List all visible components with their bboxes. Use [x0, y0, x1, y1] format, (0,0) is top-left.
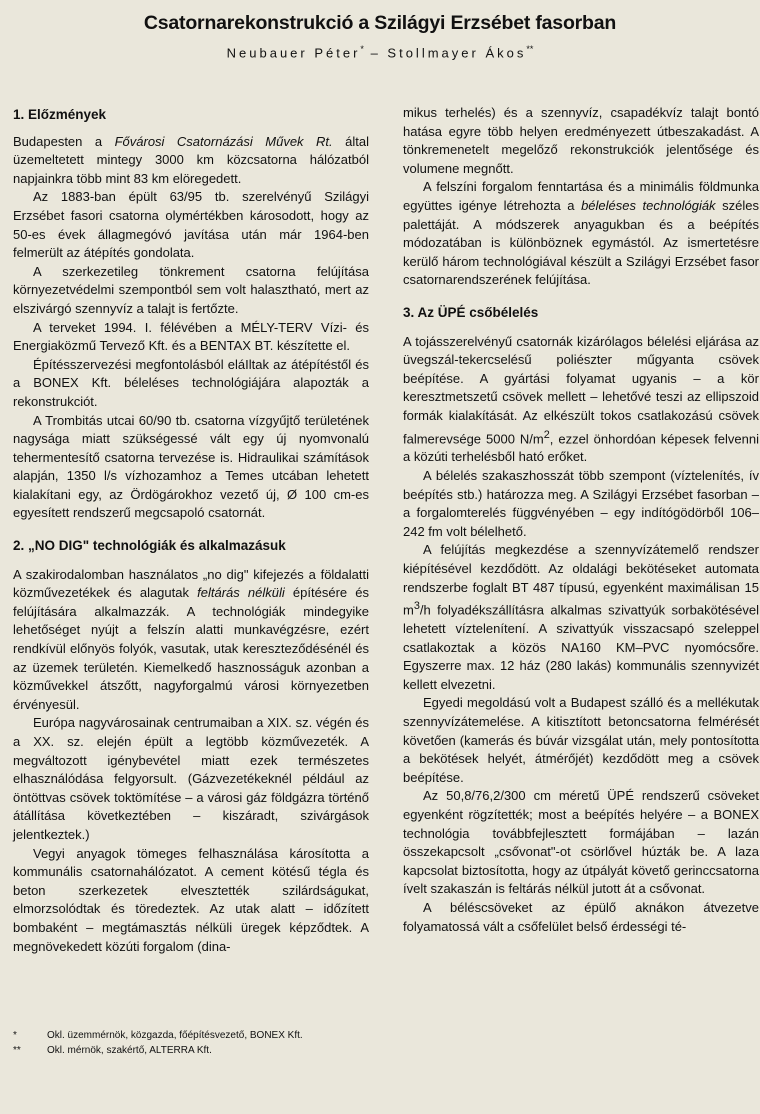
section-heading: 2. „NO DIG" technológiák és alkalmazásuk — [13, 538, 286, 554]
author-name: Neubauer Péter — [226, 45, 361, 61]
footnote-text: Okl. mérnök, szakértő, ALTERRA Kft. — [47, 1045, 212, 1056]
paragraph: Vegyi anyagok tömeges felhasználása károsította a kommunális csatornahálózatot. A cement kötésű tégla és beton szerkezetek elvesztették szilárdságukat, elmorzsolódtak és töredeztek. Az utak alatt – időzített bombaként – megtámasztás nélküli üregek képződtek. A megnövekedett közúti forgalom (dina- — [13, 845, 369, 954]
author-separator: – — [370, 45, 381, 61]
paragraph: Építésszervezési megfontolásból eláIltak az átépítéstől és a BONEX Kft. béleléses technológiájára alapozták a rekonstrukciót. — [13, 356, 369, 409]
paragraph: A szakirodalomban használatos „no dig" kifejezés a földalatti közművezetékek és alagutak feltárás nélküli építésére és felújítására alkalmazzák. A technológiák mindegyike lehetőséget nyújt a felszín alatti munkavégzésre, ezért rendkívül előnyös folyók, vasutak, utak kereszteződésénél és az üzemek területén. Kiemelkedő hasznosságuk azonban a közművekkel átszőtt, nagyforgalmú városi környezetben érvényesül. — [13, 566, 369, 712]
footnote — [13, 1043, 373, 1058]
paragraph: A Trombitás utcai 60/90 tb. csatorna vízgyűjtő területének nagysága miatt szükségessé vált egy új nyomvonalú tehermentesítő csatorna tervezése is. Hidraulikai számítások alapján, 1350 l/s vízhozamhoz a Temes utcában lehetett kialakítani egy, az Ördögárokhoz vezető új, Ø 100 cm-es egyesített rendszerű megcsapoló csatornát. — [13, 412, 369, 521]
article-title: Csatornarekonstrukció a Szilágyi Erzsébet fasorban — [143, 12, 617, 34]
left-column — [13, 106, 369, 956]
author-name: Stollmayer Ákos — [387, 45, 527, 61]
footnote-mark: * — [13, 1030, 17, 1041]
footnote-mark: ** — [13, 1045, 21, 1056]
authors-line — [0, 44, 760, 60]
paragraph: A terveket 1994. I. félévében a MÉLY-TERV Vízi- és Energiaközmű Tervező Kft. és a BENTAX BT. készítette el. — [13, 319, 369, 354]
paragraph: Az 1883-ban épült 63/95 tb. szerelvényű Szilágyi Erzsébet fasori csatorna olymértékben károsodott, hogy az 50-es évek állagmegóvó javítása után már 1964-ben felmerült az átépítés gondolata. — [13, 189, 369, 261]
footnote-text: Okl. üzemmérnök, közgazda, főépítésvezető, BONEX Kft. — [47, 1030, 303, 1041]
paragraph: A tojásszerelvényű csatornák kizárólagos bélelési eljárása az üvegszál-tekercselésű poliészter műgyanta csövek beépítése. A gyártási folyamat ugyanis – a kör keresztmetszetű csövek mellett – lehetővé teszi az ellipszoid formák kialakítását. Az elkészült tokos csatlakozású csövek falmerevsége 5000 $N/m^2$, ezzel önhordóan képesek felvenni a közúti terhelésből ható erőket. — [403, 333, 759, 465]
paragraph: Budapesten a Fővárosi Csatornázási Művek Rt. által üzemeltetett mintegy 3000 km közcsatorna hálózatból napjainkra több mint 83 km elöregedett. — [13, 133, 369, 186]
paragraph: A felszíni forgalom fenntartása és a minimális földmunka együttes igénye létrehozta a béleléses technológiák széles palettáját. A módszerek anyagukban és a beépítés módozatában is különböznek egymástól. Az ismertetésre kerülő három technológiával készült a Szilágyi Erzsébet fasor csatornarendszerének felújítása. — [403, 179, 759, 288]
footnotes — [13, 1028, 373, 1058]
paragraph: A béléscsöveket az épülő aknákon átvezetve folyamatossá vált a csőfelület belső érdességi té- — [403, 900, 759, 934]
paragraph: A szerkezetileg tönkrement csatorna felújítása környezetvédelmi szempontból sem volt halasztható, mert az elszivárgó szennyvíz a talajt is fertőzte. — [13, 263, 369, 316]
paragraph: A bélelés szakaszhosszát több szempont (víztelenítés, ív beépítés stb.) határozza meg. A Szilágyi Erzsébet fasorban – a forgalomterelés függvényében – egy indítógödörből 106–242 fm volt bélelhető. — [403, 468, 759, 539]
paragraph: Az 50,8/76,2/300 cm méretű ÜPÉ rendszerű csöveket egyenként rögzítették; most a beépítés helyére – a BONEX technológia továbbfejlesztett formájában – lazán összekapcsolt „csővonat"-ot csörlővel húzták be. A laza kapcsolat biztosította, hogy az útpályát követő gerinccsatorna ívelt szakaszán is feltárás nélkül jutott át a csővonat. — [403, 788, 759, 897]
paragraph: Európa nagyvárosainak centrumaiban a XIX. sz. végén és a XX. sz. elején épült a legtöbb közművezeték. A megváltozott igénybevétel miatt ezek természetes elhasználódása felgyorsult. (Gázvezetékeknél például az öntöttvas csövek toktömítése – a városi gáz földgázra történő átállítása következtében – kiszáradt, szivárgások jelentkeztek.) — [13, 715, 369, 842]
paragraph: Egyedi megoldású volt a Budapest szálló és a mellékutak szennyvízátemelése. A kitisztított betoncsatorna felmérését követően (kamerás és búvár vizsgálat után, mely pontosította a bekötések helyét, átmérőjét) kezdődött meg a csövek beépítése. — [403, 695, 759, 785]
section-heading: 1. Előzmények — [13, 107, 107, 122]
paragraph: A felújítás megkezdése a szennyvízátemelő rendszer kiépítésével kezdődött. Az oldalági bekötéseket automata rendszerbe foglalt BT 487 típusú, egyenként maximálisan 15 $m^3/h$ folyadékszállításra alkalmas szivattyúk sorbakötésével lehetett víztelenítení. A szivattyúk visszacsapó szeleppel csatlakoztak a közös NA160 KM–PVC nyomócsőre. Egyszerre max. 12 ház (280 lakás) kommunális szennyvizét kellett elvezetni. — [403, 542, 759, 692]
section-heading: 3. Az ÜPÉ csőbélelés — [403, 304, 539, 320]
right-column — [403, 104, 759, 936]
footnote — [13, 1028, 373, 1043]
footnote-mark: ** — [526, 44, 534, 54]
paragraph: mikus terhelés) és a szennyvíz, csapadékvíz talajt bontó hatása egyre több helyen eredményezett útbeszakadást. A tönkremenetelt megelőző rekonstrukciók jelentősége és volumene megnőtt. — [403, 105, 759, 176]
footnote-mark: * — [360, 44, 364, 54]
